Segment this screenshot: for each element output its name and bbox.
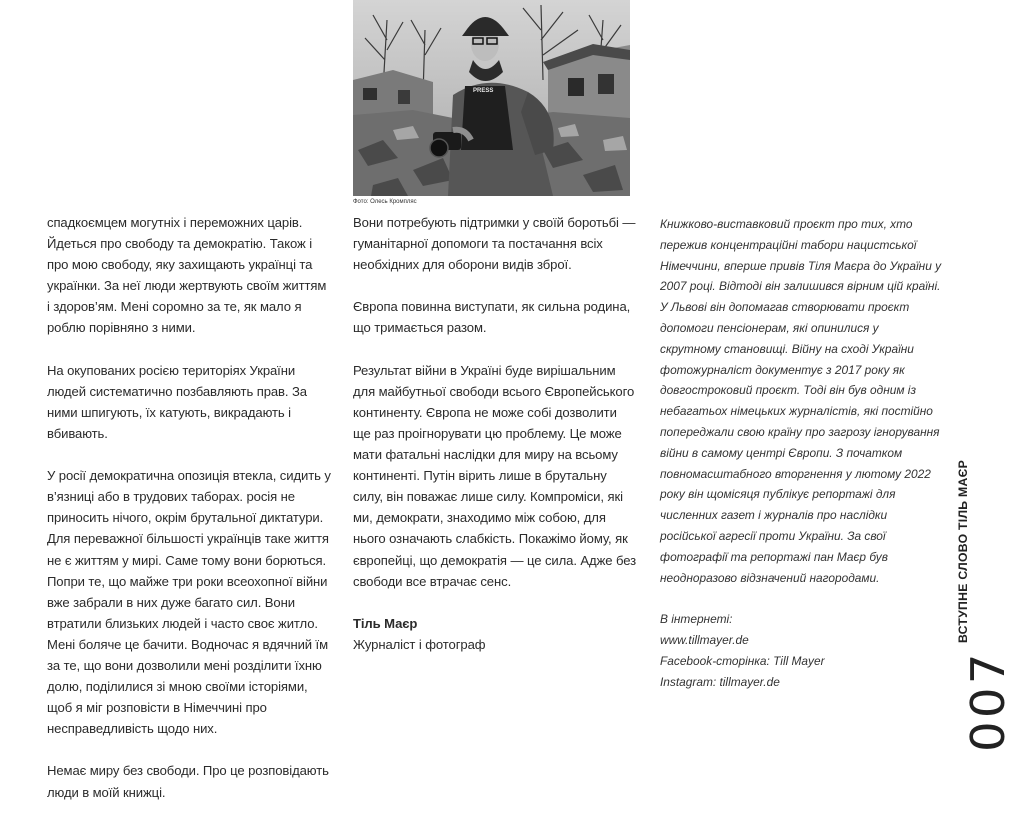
website-link[interactable]: www.tillmayer.de	[660, 632, 749, 647]
author-name: Тіль Маєр	[353, 615, 418, 631]
paragraph: Вони потребують підтримки у своїй боротьбі — гуманітарної допомоги та постачання всіх необхідних для оборони видів зброї.	[353, 215, 636, 273]
author-role: Журналіст і фотограф	[353, 636, 486, 652]
paragraph: У росії демократична опозиція втекла, сидить у в’язниці або в трудових таборах. росія не приносить нічого, окрім брутальної диктатури. Для переважної більшості українців таке життя не є життям у мирі. Саме тому вони борються. Попри те, що майже три роки всеохопної війни вже забрали в них дуже багато сил. Вони втратили близьких людей і часто своє житло. Мені боляче це бачити. Водночас я вдячний їм за те, що вони дозволили мені розділити їхню долю, поділилися зі мною своїми історіями, щоб я міг розповісти в Німеччині про несправедливість щодо них.	[47, 468, 331, 737]
author-bio-column	[660, 214, 942, 713]
paragraph: Немає миру без свободи. Про це розповідають люди в моїй книжці.	[47, 763, 329, 800]
author-photo	[353, 0, 630, 196]
facebook-link[interactable]: Facebook-сторінка: Till Mayer	[660, 653, 825, 668]
signature	[353, 613, 638, 655]
text-column-1	[47, 212, 331, 824]
instagram-link[interactable]: Instagram: tillmayer.de	[660, 674, 780, 689]
text-column-2	[353, 212, 638, 676]
page-number: 007	[961, 650, 1015, 752]
paragraph: На окупованих росією територіях України людей систематично позбавляють прав. За ними шпигують, їх катують, викрадають і вбивають.	[47, 362, 307, 441]
photo-credit: Фото: Олесь Кромпляс	[353, 199, 417, 205]
paragraph: спадкоємцем могутніх і переможних царів. Йдеться про свободу та демократію. Також і про мою свободу, яку захищають українці та українки. За неї люди жертвують своїм життям і здоров’ям. Мені соромно за те, як мало я роблю порівняно з ними.	[47, 215, 327, 336]
paragraph: Результат війни в Україні буде вирішальним для майбутньої свободи всього Європейського континенту. Європа не може собі дозволити ще раз проігнорувати цю проблему. Це може мати фатальні наслідки для миру на всьому континенті. Путін вірить лише в брутальну силу, він поважає лише силу. Компроміси, які ми, демократи, знаходимо між собою, для нього означають слабкість. Покажімо йому, як європейці, що демократія — це сила. Адже без свободи все втрачає сенс.	[353, 362, 637, 589]
online-links	[660, 609, 942, 692]
paragraph: Європа повинна виступати, як сильна родина, що тримається разом.	[353, 299, 631, 336]
author-bio: Книжково-виставковий проєкт про тих, хто пережив концентраційні табори нацистської Німеччини, вперше привів Тіля Маєра до України у 2007 році. Відтоді він залишився вірним цій країні. У Львові він допомагав створювати проєкт допомоги пенсіонерам, які опинилися у скрутному становищі. Війну на сході України фотожурналіст документує з 2017 року як довгостроковий проєкт. Тоді він був одним із небагатьох німецьких журналістів, які постійно попереджали свою країну про загрозу ігнорування війни в самому центрі Європи. З початком повномасштабного вторгнення у лютому 2022 року він щомісяця публікує репортажі для численних газет і журналів про наслідки російської агресії проти України. За свої фотографії та репортажі пан Маєр був неодноразово відзначений нагородами.	[660, 217, 942, 585]
press-vest-label: PRESS	[473, 88, 494, 94]
links-heading: В інтернеті:	[660, 612, 733, 627]
section-title: ВСТУПНЕ СЛОВО ТІЛЬ МАЄР	[956, 459, 970, 643]
